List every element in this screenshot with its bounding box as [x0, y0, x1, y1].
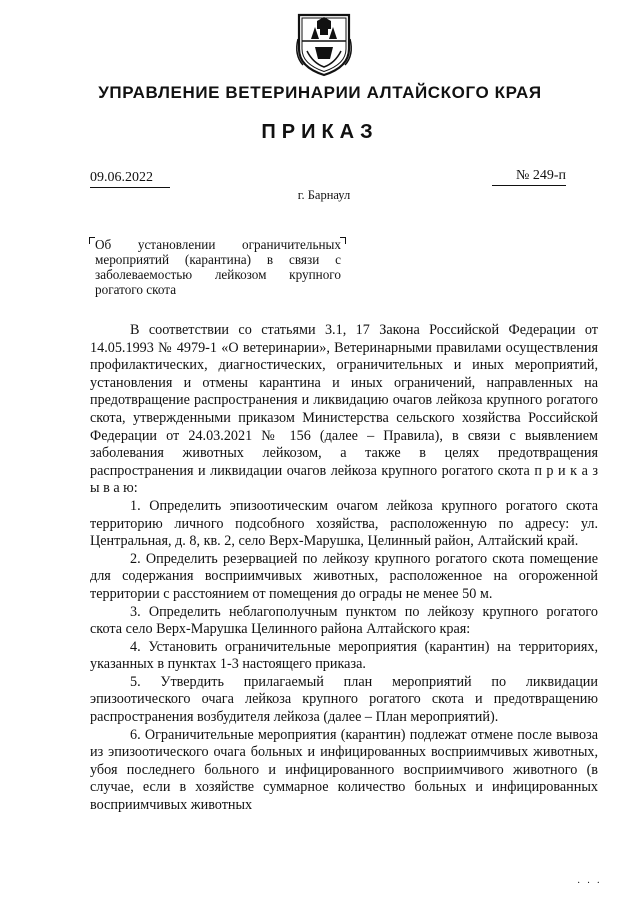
- document-body: [90, 322, 598, 815]
- coat-of-arms-icon: [293, 9, 355, 77]
- paragraph-item-3: 3. Определить неблагополучным пунктом по лейкозу крупного рогатого скота село Верх-Марушка Целинного района Алтайского края:: [90, 603, 598, 638]
- footer-marks: · · ·: [577, 878, 602, 889]
- paragraph-item-5: 5. Утвердить прилагаемый план мероприятий по ликвидации эпизоотического очага лейкоза крупного рогатого скота и предотвращению распространения возбудителя лейкоза (далее – План мероприятий).: [90, 673, 598, 726]
- paragraph-item-2: 2. Определить резервацией по лейкозу крупного рогатого скота помещение для содержания восприимчивых животных, расположенное на огороженной территории с расстоянием от помещения до ограды не менее 50 м.: [90, 550, 598, 602]
- organization-name: УПРАВЛЕНИЕ ВЕТЕРИНАРИИ АЛТАЙСКОГО КРАЯ: [98, 83, 542, 102]
- document-date: 09.06.2022: [90, 170, 170, 188]
- document-type: ПРИКАЗ: [261, 121, 379, 143]
- paragraph-item-4: 4. Установить ограничительные мероприятия (карантин) на территориях, указанных в пунктах 1-3 настоящего приказа.: [90, 638, 598, 673]
- document-subject: Об установлении ограничительных мероприятий (карантина) в связи с заболеваемостью лейкозом крупного рогатого скота: [95, 237, 341, 297]
- paragraph-item-1: 1. Определить эпизоотическим очагом лейкоза крупного рогатого скота территорию личного подсобного хозяйства, расположенную по адресу: ул. Центральная, д. 8, кв. 2, село Верх-Марушка, Целинный район, Алтайский край.: [90, 497, 598, 550]
- paragraph-preamble: В соответствии со статьями 3.1, 17 Закона Российской Федерации от 14.05.1993 № 4979-1 «О ветеринарии», Ветеринарными правилами осуществления профилактических, диагностических, ограничительных и иных мероприятий, установления и отмены карантина и иных ограничений, направленных на предотвращение распространения и ликвидацию очагов лейкоза крупного рогатого скота, утвержденными приказом Министерства сельского хозяйства Российской Федерации от 24.03.2021 № 156 (далее – Правила), в связи с выявлением заболевания животных лейкозом, а также в целях предотвращения распространения и ликвидации очагов лейкоза крупного рогатого скота п р и к а з ы в а ю:: [90, 322, 598, 497]
- document-number: № 249-п: [492, 168, 566, 186]
- paragraph-item-6: 6. Ограничительные мероприятия (карантин) подлежат отмене после вывоза из эпизоотического очага больных и инфицированных восприимчивых животных, убоя последнего больного и инфицированного восприимчивого животного (в случае, если в хозяйстве суммарное количество больных и инфицированных восприимчивых животных: [90, 726, 598, 814]
- document-city: г. Барнаул: [297, 188, 351, 202]
